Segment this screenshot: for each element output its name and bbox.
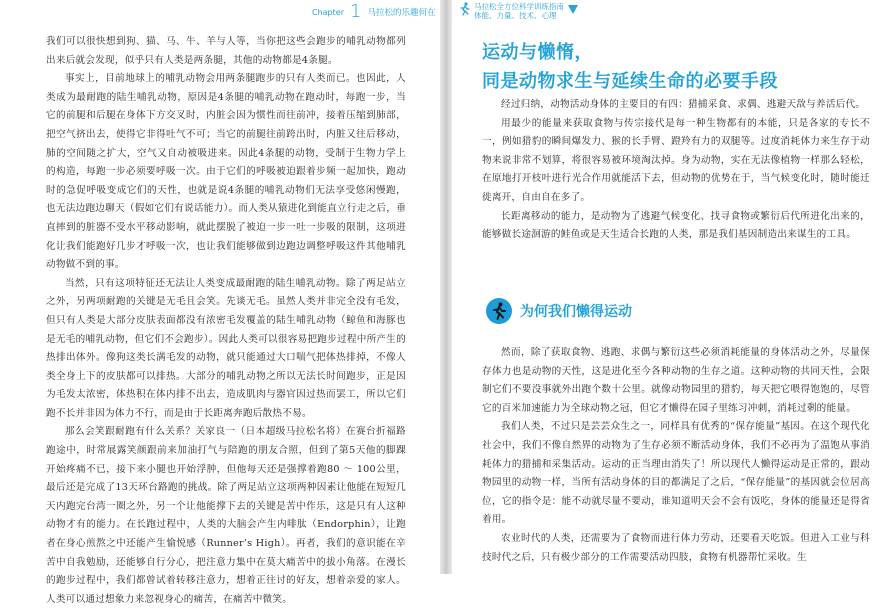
chapter-word: Chapter: [312, 7, 344, 17]
paragraph: 然而，除了获取食物、逃跑、求偶与繁衍这些必须消耗能量的身体活动之外，尽量保存体力也是动物的天性，这是进化至今各种动物的生存之道。这种动物的共同天性，会限制它们不要没事就外出跑个数十公里。就像动物园里的猎豹，每天把它喂得饱饱的，尽管它的百米加速能力为全球动物之冠，但它才懒得在园子里练习冲刺，消耗过剩的能量。: [482, 347, 870, 414]
chapter-number: 1: [349, 1, 362, 22]
left-body-text: [46, 33, 406, 609]
paragraph: 那么会笑跟耐跑有什么关系？关家良一（日本超级马拉松名将）在赛台折福路跑途中，时常展露笑颜跟前来加油打气与陪跑的朋友合照，但到了第5天他的脚踝开始疼痛不已，接下来小腿也开始浮肿，但他每天还是强撑着跑80 ～ 100公里，最后还是完成了13天环台路跑的挑战。除了两足站立这项两种因素让他能在短短几天内跑完台湾一圈之外，另一个让他能撑下去的关键是苦中作乐，这是只有人这种动物才有的能力。在长跑过程中，人类的大脑会产生内啡肽（Endorphin），让跑者在身心煎熬之中还能产生愉悦感（Runner’s High）。再者，我们的意识能在辛苦中自我勉励，还能够自行分心，把注意力集中在莫大痛苦中的拔小角落。在漫长的跑步过程中，我们都曾试着转移注意力，想着正往讨的好友，想着亲爱的家人。人类可以通过想象力来忽视身心的痛苦，在痛苦中微笑。: [46, 426, 406, 605]
headline-line-2: 同是动物求生与延续生命的必要手段: [482, 71, 778, 92]
subheading-text: 为何我们懒得运动: [520, 304, 632, 320]
chapter-header: [312, 1, 436, 22]
paragraph: 我们人类，不过只是芸芸众生之一，同样具有优秀的“保存能量”基因。在这个现代化社会中，我们不像自然界的动物为了生存必须不断活动身体，我们不必再为了温饱从事消耗体力的猎捕和采集活动。运动的正当理由消失了！所以现代人懒得运动是正常的，跟动物园里的动物一样，当所有活动身体的目的都满足了之后，“保存能量”的基因就会位居高位，它的指令是：能不动就尽量不要动，谁知道明天会不会有饭吃，身体的能量还是得省着用。: [482, 421, 870, 526]
section-headline: [482, 38, 778, 96]
series-title: 马拉松全方位科学训练指南: [474, 2, 564, 11]
runner-icon: [460, 2, 470, 16]
paragraph: 长距离移动的能力，是动物为了逃避气候变化、找寻食物或繁衍后代所进化出来的，能够做长途洄游的鲑鱼或是天生适合长跑的人类，那是我们基因制造出来谋生的工具。: [482, 210, 870, 241]
right-page: [452, 0, 892, 574]
right-body-text-bottom: [482, 344, 870, 567]
headline-line-1: 运动与懒惰，: [482, 42, 593, 63]
subheading: [486, 298, 632, 324]
down-arrow-icon: [568, 5, 578, 14]
paragraph: 用最少的能量来获取食物与传宗接代是每一种生物都有的本能，只是各家的专长不一，例如猎豹的瞬间爆发力、猴的长手臂、蹬羚有力的双腿等。过度消耗体力来生存于动物来说非常不划算，将很容易被环境淘汰掉。身为动物，实在无法像植物一样那么轻松，在原地打开枝叶进行光合作用就能活下去，但动物的优势在于，当气候变化时，随时能迁徙离开，自由自在多了。: [482, 117, 870, 203]
paragraph: 经过归纳，动物活动身体的主要目的有四：猎捕采食、求偶、逃避天敌与养活后代。: [501, 99, 866, 110]
series-header: [460, 2, 578, 20]
right-body-text-top: [482, 96, 870, 245]
paragraph: 事实上，目前地球上的哺乳动物会用两条腿跑步的只有人类而已。也因此，人类成为最耐跑的陆生哺乳动物，原因是4条腿的哺乳动物在跑动时，每跑一步，当它的前腿和后腿在身体下方交叉时，内脏会因为惯性而往前冲，接着压缩到肺部，把空气挤出去，使得它非得吐气不可；当它的前腿往前跨出时，内脏又往后移动，肺的空间随之扩大，空气又自动被吸进来。因此4条腿的动物，受制于生物力学上的构造，每跑一步必须要呼吸一次。由于它们的呼吸被迫跟着步频一起加快，跑动时的急促呼吸变成它们的天性，也就是说4条腿的哺乳动物们无法享受悠闲慢跑，也无法边跑边聊天（假如它们有说话能力）。而人类从猿进化到能直立行走之后，垂直摔到的脏器不受水平移动影响，就此摆脱了被迫一步一吐一步吸的限制，这项进化让我们能跑好几步才呼吸一次，也让我们能够做到边跑边调整呼吸这件其他哺乳动物做不到的事。: [46, 73, 406, 271]
chapter-title: 马拉松的乐趣何在: [367, 8, 436, 18]
paragraph: 我们可以很快想到狗、猫、马、牛、羊与人等，当你把这些会跑步的哺乳动物都列出来后就会发现，似乎只有人类是两条腿，其他的动物都是4条腿。: [46, 36, 406, 66]
paragraph: 农业时代的人类，还需要为了食物而进行体力劳动，还要看天吃饭。但进入工业与科技时代之后，只有极少部分的工作需要活动四肢，食物有机器帮忙采收。生: [482, 532, 870, 563]
series-subtitle: 体能、力量、技术、心理: [474, 11, 557, 20]
paragraph: 当然，只有这项特征还无法让人类变成最耐跑的陆生哺乳动物。除了两足站立之外，另两项耐跑的关键是无毛且会笑。先谈无毛。虽然人类并非完全没有毛发，但只有人类是大部分皮肤表面都没有浓密毛发覆盖的陆生哺乳动物（鲸鱼和海豚也是无毛的哺乳动物，但它们不会跑步）。因此人类可以很容易把跑步过程中所产生的热排出体外。像狗这类长满毛发的动物，就只能通过大口喘气把体热排掉，不像人类全身上下的皮肤都可以排热。大部分的哺乳动物之所以无法长时间跑步，正是因为毛发太浓密，体热积在体内排不出去，造成肌肉与器官因过热而罢工，所以它们跑不长并非因为体力不行，而是由于长距离奔跑后散热不易。: [46, 277, 406, 419]
left-page: [0, 0, 440, 605]
book-gutter: [440, 0, 452, 574]
runner-silhouette-icon: [486, 298, 512, 324]
